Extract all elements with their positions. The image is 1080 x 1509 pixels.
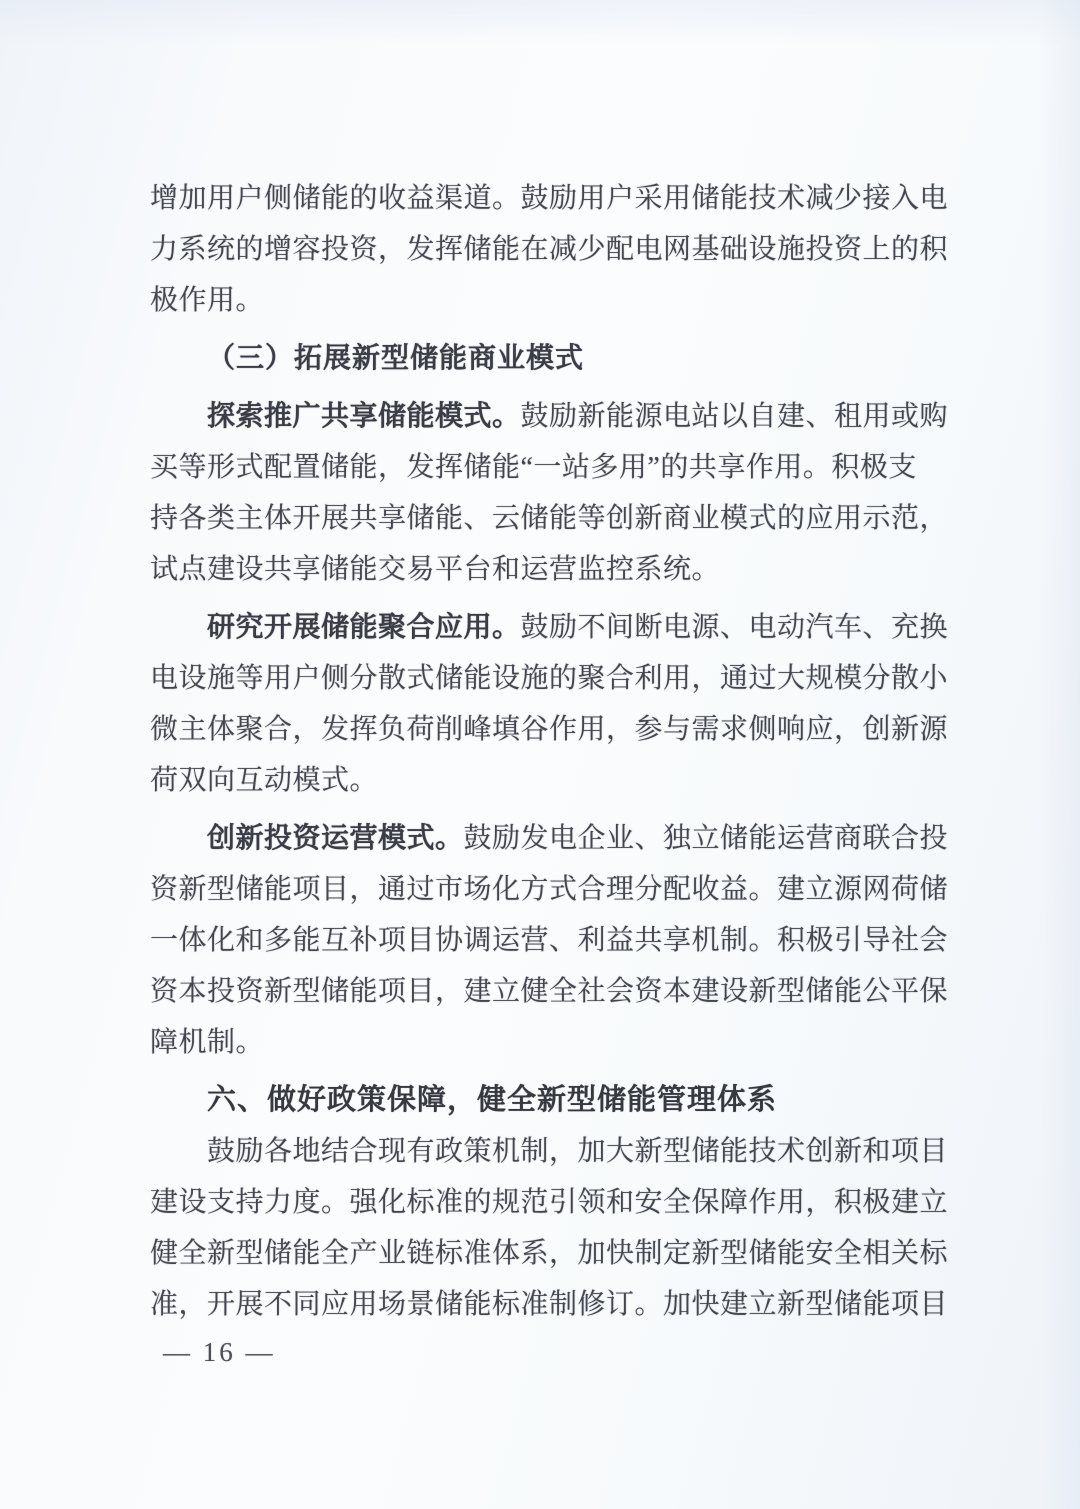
subsection-heading (150, 330, 950, 381)
line-text: 资新型储能项目，通过市场化方式合理分配收益。建立源网荷储 (150, 873, 949, 905)
line-text: 鼓励各地结合现有政策机制，加大新型储能技术创新和项目 (207, 1135, 949, 1167)
line-text: （三）拓展新型储能商业模式 (207, 342, 585, 374)
text-line (150, 1225, 950, 1276)
line-text: 试点建设共享储能交易平台和运营监控系统。 (150, 553, 721, 585)
line-text: 电设施等用户侧分散式储能设施的聚合利用，通过大规模分散小 (150, 662, 949, 694)
line-text: 资本投资新型储能项目，建立健全社会资本建设新型储能公平保 (150, 975, 949, 1007)
line-text: 荷双向互动模式。 (150, 764, 379, 796)
section-heading (150, 1072, 950, 1123)
line-text: 一体化和多能互补项目协调运营、利益共享机制。积极引导社会 (150, 924, 949, 956)
paragraph-lead: 研究开展储能聚合应用。 (207, 611, 521, 643)
text-line (150, 170, 950, 221)
line-text: 建设支持力度。强化标准的规范引领和安全保障作用，积极建立 (150, 1186, 949, 1218)
paragraph-lead: 创新投资运营模式。 (207, 822, 464, 854)
text-line (150, 1123, 950, 1174)
line-text: 障机制。 (150, 1026, 265, 1058)
text-line (150, 810, 950, 861)
text-line (150, 1276, 950, 1327)
text-line (150, 912, 950, 963)
line-text: 持各类主体开展共享储能、云储能等创新商业模式的应用示范， (150, 502, 949, 534)
line-text: 六、做好政策保障，健全新型储能管理体系 (207, 1084, 778, 1116)
line-text: 准，开展不同应用场景储能标准制修订。加快建立新型储能项目 (150, 1288, 949, 1320)
line-text: 买等形式配置储能，发挥储能“一站多用”的共享作用。积极支 (150, 451, 917, 483)
line-text: 力系统的增容投资，发挥储能在减少配电网基础设施投资上的积 (150, 233, 949, 265)
text-line (150, 752, 950, 803)
line-text: 极作用。 (150, 284, 265, 316)
text-line (150, 599, 950, 650)
line-text: 微主体聚合，发挥负荷削峰填谷作用，参与需求侧响应，创新源 (150, 713, 949, 745)
text-line (150, 1014, 950, 1065)
text-line (150, 963, 950, 1014)
line-text: 鼓励不间断电源、电动汽车、充换 (520, 611, 949, 643)
text-line (150, 701, 950, 752)
line-text: 健全新型储能全产业链标准体系，加快制定新型储能安全相关标 (150, 1237, 949, 1269)
line-text: 鼓励新能源电站以自建、租用或购 (520, 400, 949, 432)
text-line (150, 221, 950, 272)
text-line (150, 861, 950, 912)
text-line (150, 650, 950, 701)
document-text-block (150, 170, 950, 1327)
text-line (150, 490, 950, 541)
line-text: 增加用户侧储能的收益渠道。鼓励用户采用储能技术减少接入电 (150, 182, 949, 214)
text-line (150, 541, 950, 592)
text-line (150, 439, 950, 490)
paragraph-lead: 探索推广共享储能模式。 (207, 400, 521, 432)
text-line (150, 388, 950, 439)
line-text: 鼓励发电企业、独立储能运营商联合投 (463, 822, 949, 854)
text-line (150, 1174, 950, 1225)
text-line (150, 272, 950, 323)
page-number: — 16 — (163, 1337, 276, 1367)
